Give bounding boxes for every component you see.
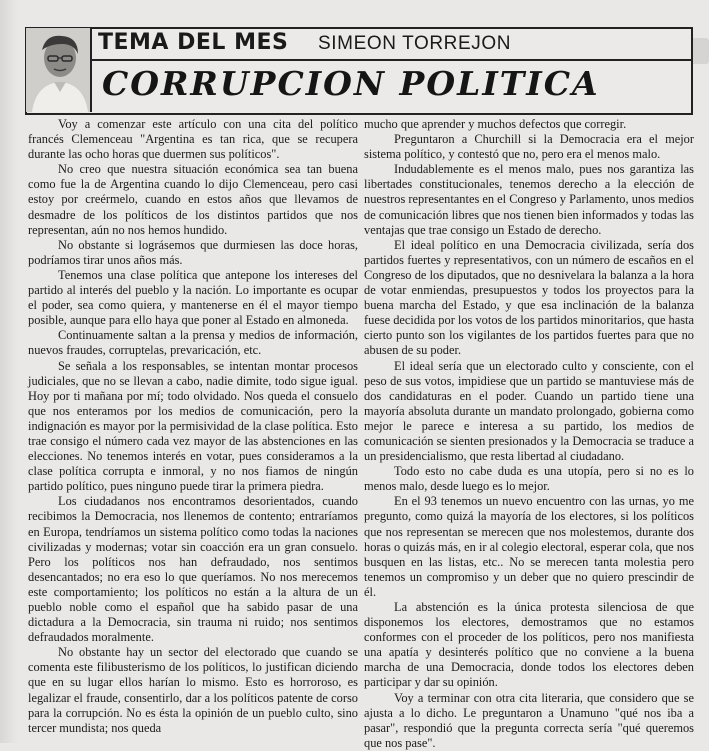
paragraph: Voy a terminar con otra cita literaria, que considero que se ajusta a lo dicho. Le preguntaron a Unamuno "qué nos iba a pasar", respondió que la pregunta correcta sería "qué queremos que nos pase".: [364, 690, 694, 750]
paragraph: La abstención es la única protesta silenciosa de que disponemos los electores, demostramos que no estamos conformes con el proceder de los políticos, pero nos manifiesta una apatía y desinterés político que no conviene a la buena marcha de una Democracia, donde todos los electores deben participar y dar su opinión.: [364, 600, 694, 690]
paragraph: El ideal sería que un electorado culto y consciente, con el peso de sus votos, impidiese que un partido se mantuviese más de dos candidaturas en el poder. Cuando un partido tiene una mayoría absoluta durante un mandato prolongado, gobierna como mejor le parece e interesa a su partido, los medios de comunicación se sienten presionados y la Democracia se traduce a un presidencialismo, que resta libertad al ciudadano.: [364, 358, 694, 464]
page-edge: [0, 0, 18, 743]
paragraph: Indudablemente es el menos malo, pues nos garantiza las libertades constitucionales, tenemos derecho a la elección de nuestros representantes en el Congreso y Parlamento, unos medios de comunicación libres que nos tienen bien informados y todas las ventajas que trae consigo un Estado de derecho.: [364, 162, 694, 237]
right-column: [364, 117, 694, 751]
paragraph: No creo que nuestra situación económica sea tan buena como fue la de Argentina cuando lo dijo Clemenceau, pero casi estoy por creérmelo, cuando en estos años que llevamos de desmadre de los políticos de los distintos partidos que nos representan, aún no nos hemos hundido.: [28, 162, 358, 237]
section-bar: [90, 28, 691, 61]
paragraph: El ideal político en una Democracia civilizada, sería dos partidos fuertes y representativos, con un número de escaños en el Congreso de los diputados, que no desnivelara la balanza a la hora de votar enmiendas, presupuestos y todos los proyectos para la buena marcha del Estado, y que esa inclinación de la balanza fuese decidida por los votos de los partidos minoritarios, que hasta cierto punto son los vigilantes de los partidos fuertes para que no abusen de su poder.: [364, 237, 695, 358]
paragraph: Se señala a los responsables, se intentan montar procesos judiciales, que no se llevan a cabo, nadie dimite, todo sigue igual. Hoy por ti mañana por mí; todo olvidado. Nos queda el consuelo que nos enteramos por los medios de comunicación, pero la indignación es mayor por la permisividad de la clase política. Esto trae consigo el número cada vez mayor de las abstenciones en las elecciones. No tenemos interés en votar, pues consideramos a la clase política corrupta e inmoral, y no nos fiamos de ningún partido político, pues ninguno puede tirar la primera piedra.: [28, 358, 358, 494]
paragraph: No obstante si lográsemos que durmiesen las doce horas, podríamos tirar unos años más.: [28, 237, 358, 267]
author-portrait: [26, 28, 92, 112]
author-name: SIMEON TORREJON: [318, 33, 512, 54]
article-title: CORRUPCION POLITICA: [102, 64, 600, 103]
paragraph: Voy a comenzar este artículo con una cita del político francés Clemenceau "Argentina es tan rica, que se recupera durante las ocho horas que duermen sus políticos".: [28, 117, 358, 162]
paragraph: Tenemos una clase política que antepone los intereses del partido al interés del pueblo y la nación. Lo importante es ocupar el poder, sea como quiera, y mantenerse en él el mayor tiempo posible, aunque para ello haya que poner al Estado en almoneda.: [28, 267, 358, 328]
paragraph: Preguntaron a Churchill si la Democracia era el mejor sistema político, y contestó que no, pero era el menos malo.: [364, 132, 694, 162]
left-column: [28, 117, 358, 736]
paragraph: No obstante hay un sector del electorado que cuando se comenta este filibusterismo de los políticos, lo justifican diciendo que en su lugar ellos harían lo mismo. Esto es horroroso, es legalizar el fraude, consentirlo, dar a los políticos patente de corso para la corrupción. No es ésta la opinión de un pueblo culto, sino tercer mundista; nos queda: [28, 645, 358, 735]
paragraph: Los ciudadanos nos encontramos desorientados, cuando recibimos la Democracia, nos llenemos de contento; entraríamos en Europa, tendríamos un sistema político como todas la naciones civilizadas y modernas; votar sin coacción era un gran consuelo. Pero los políticos nos han defraudado, nos sentimos desencantados; no era eso lo que queríamos. No nos merecemos este comportamiento; los políticos no están a la altura de un pueblo noble como el español que ha sabido pasar de una dictadura a la Democracia, sin trauma ni ruido; nos sentimos defraudados moralmente.: [28, 494, 358, 645]
paragraph: En el 93 tenemos un nuevo encuentro con las urnas, yo me pregunto, como quizá la mayoría de los electores, si los políticos que nos representan se merecen que nos molestemos, durante dos horas o quizás más, en ir al colegio electoral, esperar cola, que nos busquen en las listas, etc.. No se merecen tanta molestia pero tenemos un compromiso y un deber que no quiero prescindir de él.: [364, 494, 694, 599]
section-label: TEMA DEL MES: [98, 30, 289, 55]
paragraph: Continuamente saltan a la prensa y medios de información, nuevos fraudes, corruptelas, prevaricación, etc.: [28, 328, 358, 358]
paragraph-continued: mucho que aprender y muchos defectos que corregir.: [364, 117, 627, 131]
paragraph: Todo esto no cabe duda es una utopía, pero si no es lo menos malo, desde luego es lo mejor.: [364, 464, 694, 494]
